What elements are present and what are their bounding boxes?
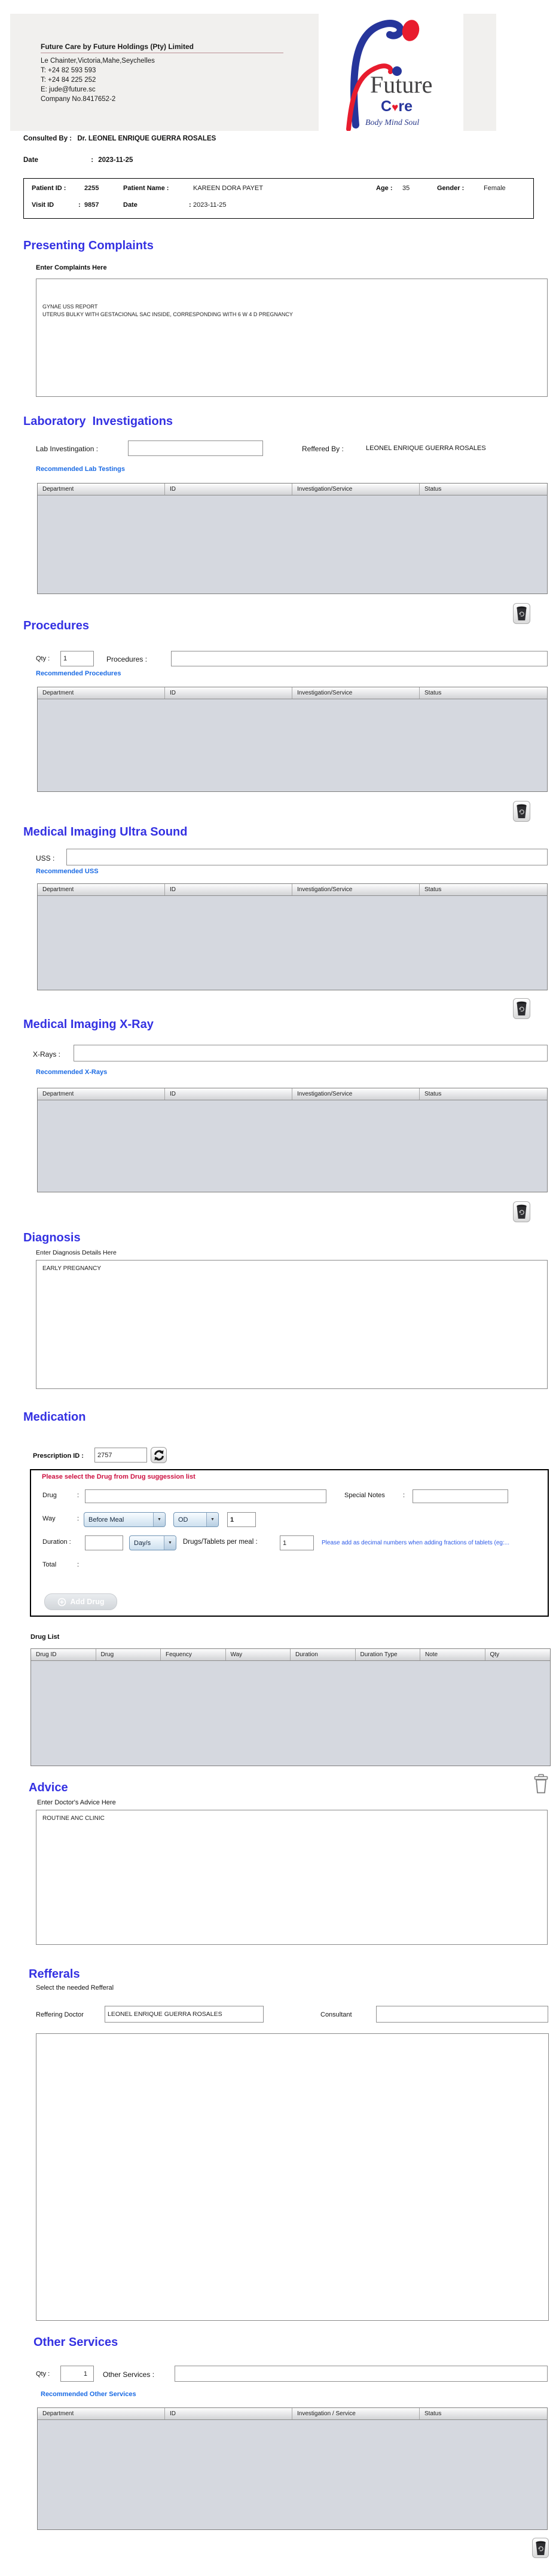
lab-table-body (38, 495, 547, 593)
other-services-table-body (38, 2420, 547, 2528)
patient-name-value: KAREEN DORA PAYET (193, 185, 263, 192)
medication-title: Medication (23, 1411, 86, 1424)
drug-label: Drug (42, 1492, 57, 1499)
procedures-input[interactable] (171, 651, 548, 666)
company-address: Le Chainter,Victoria,Mahe,Seychelles (41, 57, 155, 65)
gender-value: Female (484, 185, 506, 192)
patient-info-box (23, 178, 534, 219)
delete-other-services-button[interactable] (532, 2538, 549, 2558)
way-label: Way (42, 1515, 56, 1522)
col-department: Department (38, 687, 165, 699)
other-qty-input[interactable] (60, 2366, 94, 2382)
col-duration: Duration (291, 1649, 356, 1660)
per-meal-input[interactable] (280, 1535, 314, 1550)
colon: : (78, 201, 81, 209)
col-department: Department (38, 884, 165, 895)
duration-unit-select[interactable] (129, 1535, 176, 1550)
col-frequency: Fequency (161, 1649, 226, 1660)
add-drug-label: Add Drug (70, 1598, 105, 1606)
uss-title: Medical Imaging Ultra Sound (23, 825, 188, 839)
drug-entry-panel (30, 1469, 549, 1617)
recommended-lab-testings-link[interactable]: Recommended Lab Testings (36, 466, 125, 473)
colon: : (77, 1561, 80, 1568)
uss-table-header (38, 884, 547, 896)
xray-label: X-Rays : (33, 1050, 61, 1058)
plus-circle-icon (57, 1598, 66, 1607)
advice-title: Advice (29, 1781, 68, 1794)
recommended-other-services-link[interactable]: Recommended Other Services (41, 2391, 136, 2398)
col-status: Status (424, 886, 442, 893)
delete-lab-list-button[interactable] (513, 603, 530, 624)
consult-date-value: 2023-11-25 (98, 157, 133, 164)
xray-table-header (38, 1088, 547, 1100)
trash-icon (516, 1001, 527, 1016)
delete-uss-list-button[interactable] (513, 998, 530, 1019)
col-status: Status (424, 690, 442, 696)
col-duration-type: Duration Type (356, 1649, 421, 1660)
patient-info-row-2 (24, 201, 533, 213)
procedures-qty-label: Qty : (36, 655, 50, 662)
colon: : (403, 1492, 405, 1499)
colon: : (189, 201, 191, 209)
delete-advice-button[interactable] (533, 1774, 549, 1794)
complaints-textarea[interactable] (36, 279, 548, 397)
svg-text:C♥re: C♥re (381, 98, 413, 115)
colon: : (77, 1515, 80, 1522)
laboratory-title: Laboratory Investigations (23, 415, 173, 428)
lab-table-header (38, 484, 547, 495)
col-department: Department (38, 2408, 165, 2419)
frequency-select[interactable] (173, 1512, 219, 1527)
colon: : (77, 1492, 80, 1499)
uss-table-body (38, 896, 547, 989)
referred-by-label: Reffered By : (302, 445, 344, 453)
duration-label: Duration : (42, 1538, 71, 1546)
special-notes-label: Special Notes (344, 1492, 385, 1499)
diagnosis-label: Enter Diagnosis Details Here (36, 1249, 117, 1256)
svg-text:Body Mind Soul: Body Mind Soul (365, 118, 420, 127)
referred-by-value: LEONEL ENRIQUE GUERRA ROSALES (366, 445, 486, 452)
age-label: Age : (376, 185, 393, 192)
trash-icon (516, 804, 527, 819)
drug-table-body (31, 1661, 550, 1765)
refferals-subtitle: Select the needed Refferal (36, 1984, 114, 1991)
other-services-table (37, 2407, 548, 2530)
xray-title: Medical Imaging X-Ray (23, 1018, 154, 1031)
col-investigation-service: Investigation/Service (292, 884, 420, 895)
total-label: Total (42, 1561, 57, 1568)
refresh-icon (153, 1449, 165, 1461)
advice-textarea[interactable] (36, 1810, 548, 1945)
diagnosis-title: Diagnosis (23, 1231, 81, 1244)
company-phone-1: T: +24 82 593 593 (41, 67, 96, 74)
duration-unit-selected-value: Day/s (134, 1539, 151, 1547)
company-email: E: jude@future.sc (41, 86, 96, 93)
procedures-table-body (38, 699, 547, 791)
visit-id-value: 9857 (84, 201, 99, 209)
company-logo (319, 14, 463, 131)
recommended-uss-link[interactable]: Recommended USS (36, 868, 99, 875)
trash-icon (516, 606, 527, 621)
other-services-input[interactable] (175, 2366, 548, 2382)
patient-id-label: Patient ID : (32, 185, 66, 192)
visit-date-label: Date (123, 201, 138, 209)
add-drug-button[interactable] (44, 1593, 117, 1610)
col-drug-id: Drug ID (31, 1649, 96, 1660)
letterhead-band (10, 14, 496, 131)
colon: : (91, 157, 94, 164)
uss-label: USS : (36, 854, 55, 862)
procedures-label: Procedures : (106, 655, 148, 663)
reffering-doctor-label: Reffering Doctor (36, 2011, 84, 2018)
uss-table (37, 883, 548, 990)
other-services-table-header (38, 2408, 547, 2420)
presenting-complaints-title: Presenting Complaints (23, 239, 154, 252)
advice-label: Enter Doctor's Advice Here (37, 1799, 116, 1806)
procedures-table-header (38, 687, 547, 699)
delete-xray-list-button[interactable] (513, 1201, 530, 1222)
consulted-by-line (23, 135, 216, 142)
consulted-by-label: Consulted By : (23, 135, 72, 142)
xray-table (37, 1088, 548, 1192)
complaints-label: Enter Complaints Here (36, 264, 107, 271)
refferal-options-list[interactable] (36, 2033, 549, 2321)
procedures-qty-input[interactable] (60, 651, 94, 666)
fraction-hint-text: Please add as decimal numbers when adding fractions of tablets (eg:... (322, 1540, 510, 1546)
visit-id-label: Visit ID (32, 201, 54, 209)
trash-icon (516, 1204, 527, 1219)
gender-label: Gender : (437, 185, 465, 192)
recommended-procedures-link[interactable]: Recommended Procedures (36, 670, 121, 677)
way-meal-selected-value: Before Meal (88, 1516, 124, 1523)
trash-outline-icon (533, 1774, 549, 1794)
svg-text:Future: Future (370, 71, 433, 98)
other-qty-label: Qty : (36, 2370, 50, 2378)
col-note: Note (420, 1649, 485, 1660)
chevron-down-icon: ▼ (164, 1536, 176, 1550)
xray-input[interactable] (74, 1045, 548, 1061)
consulted-by-value: Dr. LEONEL ENRIQUE GUERRA ROSALES (77, 135, 216, 142)
col-investigation-service: Investigation/Service (292, 1088, 420, 1100)
col-way: Way (226, 1649, 291, 1660)
col-id: ID (165, 687, 292, 699)
col-drug: Drug (96, 1649, 161, 1660)
procedures-table (37, 687, 548, 792)
recommended-xray-link[interactable]: Recommended X-Rays (36, 1069, 108, 1076)
company-phone-2: T: +24 84 225 252 (41, 77, 96, 84)
other-services-title: Other Services (33, 2336, 118, 2349)
xray-table-body (38, 1100, 547, 1191)
drug-list-table (30, 1648, 551, 1766)
col-status: Status (424, 486, 442, 492)
way-meal-select[interactable] (84, 1512, 166, 1527)
visit-date-value: 2023-11-25 (193, 201, 227, 209)
col-status: Status (424, 1091, 442, 1097)
col-investigation-service: Investigation / Service (292, 2408, 420, 2419)
age-value: 35 (402, 185, 410, 192)
chevron-down-icon: ▼ (206, 1513, 218, 1526)
duration-input[interactable] (85, 1535, 123, 1550)
way-qty-input[interactable] (227, 1512, 256, 1527)
prescription-id-input[interactable] (94, 1448, 147, 1463)
uss-input[interactable] (66, 849, 548, 865)
patient-info-row-1 (24, 185, 533, 197)
patient-name-label: Patient Name : (123, 185, 169, 192)
future-care-logo-icon (319, 14, 463, 131)
col-department: Department (38, 484, 165, 495)
prescription-id-label: Prescription ID : (33, 1452, 84, 1460)
col-investigation-service: Investigation/Service (292, 687, 420, 699)
col-department: Department (38, 1088, 165, 1100)
frequency-selected-value: OD (178, 1516, 188, 1523)
lab-investigation-input[interactable] (128, 440, 263, 456)
per-meal-label: Drugs/Tablets per meal : (183, 1538, 258, 1546)
other-services-label: Other Services : (103, 2370, 155, 2379)
col-qty: Qty (490, 1651, 500, 1658)
consultant-input[interactable] (376, 2006, 548, 2023)
consultant-label: Consultant (320, 2011, 352, 2018)
company-info-block (41, 42, 298, 104)
delete-procedures-list-button[interactable] (513, 801, 530, 822)
refferals-title: Refferals (29, 1968, 80, 1981)
refresh-prescription-button[interactable] (151, 1447, 167, 1463)
col-id: ID (165, 2408, 292, 2419)
col-investigation-service: Investigation/Service (292, 484, 420, 495)
drug-input[interactable] (85, 1489, 326, 1503)
reffering-doctor-input[interactable] (105, 2006, 264, 2023)
procedures-title: Procedures (23, 619, 90, 632)
special-notes-input[interactable] (413, 1489, 508, 1503)
lab-testings-table (37, 483, 548, 594)
company-title: Future Care by Future Holdings (Pty) Limited (41, 42, 194, 51)
col-id: ID (165, 884, 292, 895)
drug-table-header (31, 1649, 550, 1661)
consult-date-line (23, 157, 133, 164)
col-status: Status (424, 2410, 442, 2417)
chevron-down-icon: ▼ (153, 1513, 165, 1526)
drug-warning-text: Please select the Drug from Drug suggession list (42, 1473, 195, 1480)
col-id: ID (165, 1088, 292, 1100)
trash-icon (535, 2541, 546, 2556)
consult-date-label: Date (23, 157, 38, 164)
lab-investigation-label: Lab Investingation : (36, 445, 99, 453)
col-id: ID (165, 484, 292, 495)
diagnosis-textarea[interactable] (36, 1260, 548, 1389)
company-number: Company No.8417652-2 (41, 96, 116, 103)
drug-list-label: Drug List (30, 1633, 60, 1641)
patient-id-value: 2255 (84, 185, 99, 192)
